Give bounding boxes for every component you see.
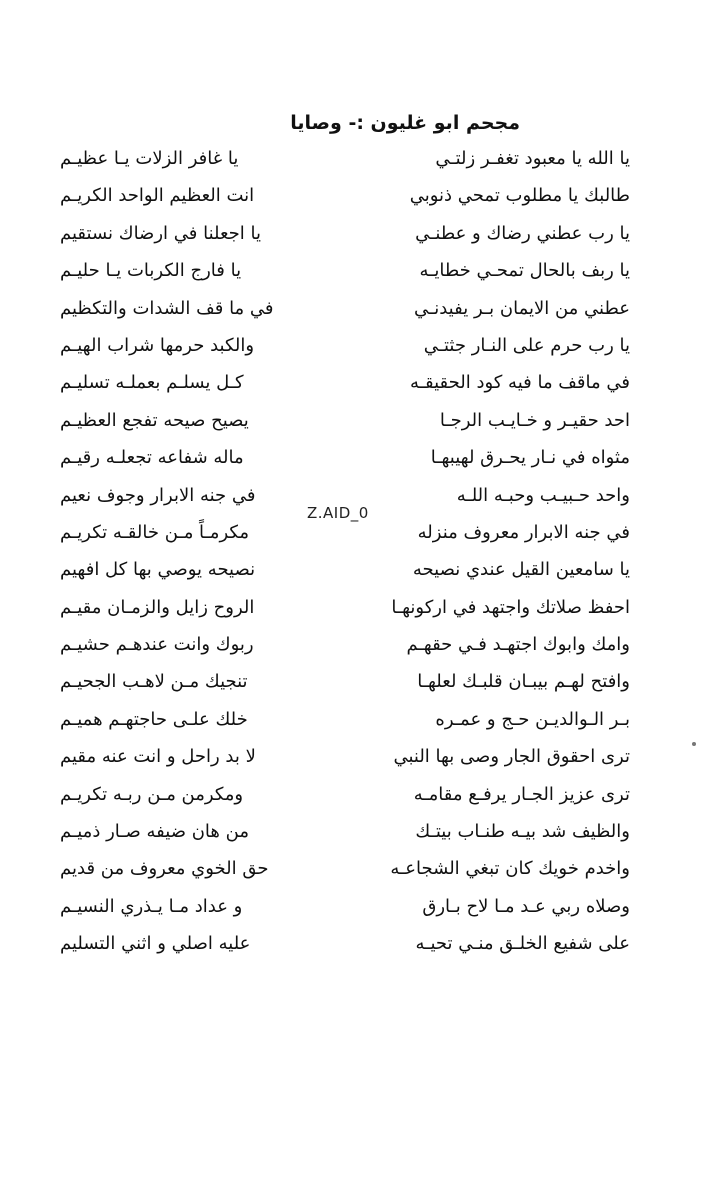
verse-row bbox=[60, 589, 630, 626]
verse-first-half: احد حقيـر و خـايـب الرجـا bbox=[439, 409, 630, 431]
verse-first-half: احفظ صلاتك واجتهد في اركونهـا bbox=[391, 596, 630, 618]
verse-second-half: كـل يسلـم بعملـه تسليـم bbox=[60, 372, 244, 394]
verse-first-half: والظيف شد بيـه طنـاب بيتـك bbox=[415, 821, 630, 843]
verse-row bbox=[60, 290, 630, 327]
verse-first-half: وصلاه ربي عـد مـا لاح بـارق bbox=[422, 895, 630, 917]
verse-second-half: خلك علـى حاجتهـم هميـم bbox=[60, 708, 248, 730]
verse-second-half: في جنه الابرار وجوف نعيم bbox=[60, 484, 256, 506]
verse-second-half: ماله شفاعه تجعلـه رقيـم bbox=[60, 447, 244, 469]
verse-second-half: الروح زايل والزمـان مقيـم bbox=[60, 596, 255, 618]
verse-second-half: نصيحه يوصي بها كل افهيم bbox=[60, 559, 256, 581]
verse-second-half: من هان ضيفه صـار ذميـم bbox=[60, 821, 249, 843]
verse-first-half: في جنه الابرار معروف منزله bbox=[417, 521, 630, 543]
verse-row bbox=[60, 813, 630, 850]
verse-first-half: يا الله يا معبود تغفـر زلتـي bbox=[435, 148, 630, 169]
verse-first-half: وامك وابوك اجتهـد فـي حقهـم bbox=[406, 634, 630, 656]
verse-first-half: يا رب حرم على النـار جثتـي bbox=[423, 334, 630, 356]
verse-first-half: بـر الـوالديـن حـج و عمـره bbox=[435, 708, 630, 730]
verse-first-half: عطني من الايمان بـر يفيدنـي bbox=[413, 297, 630, 319]
verse-second-half: انت العظيم الواحد الكريـم bbox=[60, 185, 255, 207]
verse-first-half: ترى عزيز الجـار يرفـع مقامـه bbox=[413, 783, 630, 805]
verse-second-half: والكبد حرمها شراب الهيـم bbox=[60, 334, 255, 356]
verse-row bbox=[60, 551, 630, 588]
verse-row bbox=[60, 776, 630, 813]
verse-first-half: ترى احقوق الجار وصى بها النبي bbox=[393, 746, 630, 768]
verse-first-half: يا سامعين القيل عندي نصيحه bbox=[412, 559, 630, 581]
verse-second-half: و عداد مـا يـذري النسيـم bbox=[60, 895, 243, 917]
verse-second-half: يا اجعلنا في ارضاك نستقيم bbox=[60, 222, 261, 244]
verse-second-half: ومكرمن مـن ربـه تكريـم bbox=[60, 783, 244, 805]
verse-row bbox=[60, 701, 630, 738]
verse-second-half: يا غافر الزلات يـا عظيـم bbox=[60, 148, 239, 169]
watermark-text: Z.AID_0 bbox=[307, 504, 369, 522]
verse-row bbox=[60, 850, 630, 887]
verse-row bbox=[60, 140, 630, 177]
verse-row bbox=[60, 626, 630, 663]
poem-body bbox=[60, 140, 630, 963]
verse-second-half: يصيح صيحه تفجع العظيـم bbox=[60, 409, 249, 431]
verse-second-half: حق الخوي معروف من قديم bbox=[60, 858, 269, 880]
verse-row bbox=[60, 439, 630, 476]
verse-row bbox=[60, 177, 630, 214]
verse-first-half: طالبك يا مطلوب تمحي ذنوبي bbox=[409, 185, 630, 207]
verse-second-half: لا بد راحل و انت عنه مقيم bbox=[60, 746, 256, 768]
verse-first-half: مثواه في نـار يحـرق لهيبهـا bbox=[430, 447, 630, 469]
verse-second-half: تنجيك مـن لاهـب الجحيـم bbox=[60, 671, 248, 693]
verse-row bbox=[60, 364, 630, 401]
page-title: مجحم ابو غليون :- وصايا bbox=[290, 112, 520, 134]
verse-first-half: في ماقف ما فيه كود الحقيقـه bbox=[410, 372, 630, 394]
verse-row bbox=[60, 252, 630, 289]
verse-first-half: يا ربف بالحال تمحـي خطايـه bbox=[419, 260, 630, 282]
verse-first-half: وافتح لهـم بيبـان قلبـك لعلهـا bbox=[417, 671, 630, 693]
verse-row bbox=[60, 327, 630, 364]
verse-row bbox=[60, 888, 630, 925]
verse-first-half: على شفيع الخلـق منـي تحيـه bbox=[415, 933, 630, 955]
verse-second-half: عليه اصلي و اثني التسليم bbox=[60, 933, 251, 955]
verse-row bbox=[60, 925, 630, 962]
verse-second-half: ربوك وانت عندهـم حشيـم bbox=[60, 634, 254, 656]
verse-first-half: واخدم خويك كان تبغي الشجاعـه bbox=[390, 858, 630, 880]
verse-first-half: واحد حـبيـب وحبـه اللـه bbox=[456, 484, 630, 506]
verse-row bbox=[60, 215, 630, 252]
verse-second-half: يا فارج الكربات يـا حليـم bbox=[60, 260, 242, 282]
verse-row bbox=[60, 738, 630, 775]
verse-second-half: في ما قف الشدات والتكظيم bbox=[60, 297, 274, 319]
verse-row bbox=[60, 402, 630, 439]
verse-second-half: مكرمـاً مـن خالقـه تكريـم bbox=[60, 521, 249, 543]
verse-row bbox=[60, 663, 630, 700]
verse-first-half: يا رب عطني رضاك و عطنـي bbox=[415, 222, 630, 244]
scan-speck bbox=[692, 742, 696, 746]
